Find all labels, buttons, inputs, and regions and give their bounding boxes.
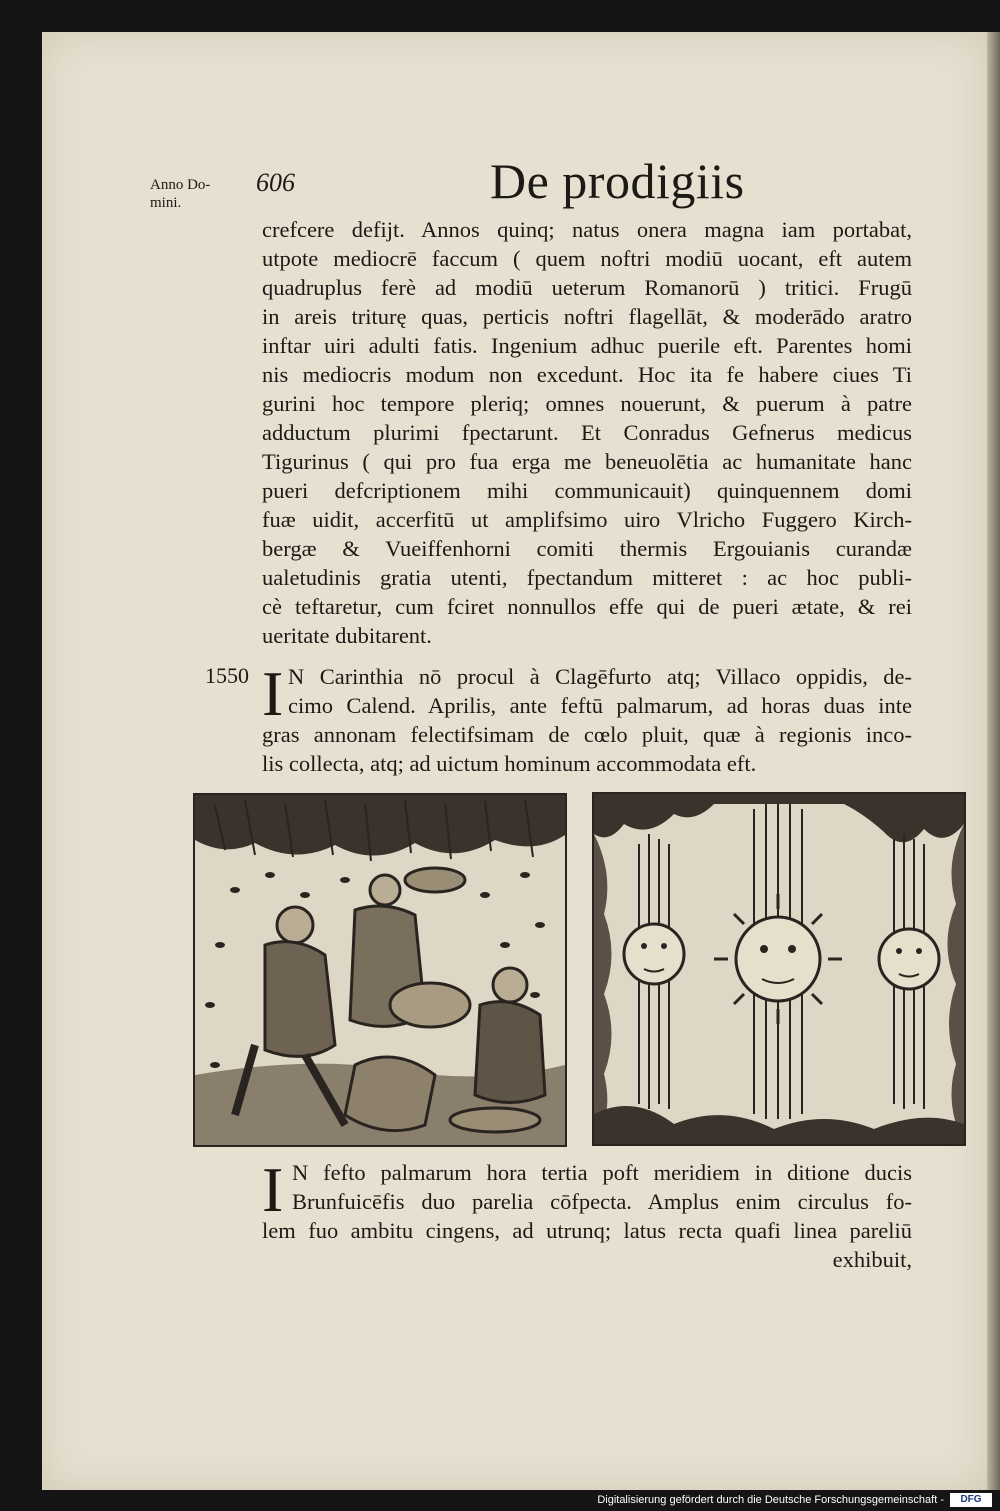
paragraph-continuation [262, 215, 912, 650]
text-line: N Carinthia nō procul à Clagēfurto atq; Villaco oppidis, de- [288, 664, 912, 689]
entry-parelia-text-cont [262, 1216, 912, 1274]
woodcut-three-suns-image [594, 794, 964, 1144]
text-line: gurini hoc tempore pleriq; omnes nouerunt, & puerum à patre [262, 391, 912, 416]
text-line: crefcere defijt. Annos quinq; natus onera magna iam portabat, [262, 217, 912, 242]
text-line: adductum plurimi fpectarunt. Et Conradus Gefnerus medicus [262, 420, 912, 445]
text-line: pueri defcriptionem mihi communicauit) quinquennem domi [262, 478, 912, 503]
year-marker: 1550 [205, 663, 249, 688]
text-line: cè teftaretur, cum fciret nonnullos effe qui de pueri ætate, & rei [262, 594, 912, 619]
woodcut-grain-rain [193, 793, 567, 1147]
text-line: bergæ & Vueiffenhorni comiti thermis Ergouianis curandæ [262, 536, 912, 561]
drop-initial: I [262, 658, 284, 729]
entry-parelia-text [292, 1158, 912, 1216]
text-line: cimo Calend. Aprilis, ante feftū palmarum, ad horas duas inte [288, 693, 912, 718]
funding-credit: Digitalisierung gefördert durch die Deutsche Forschungsgemeinschaft - [597, 1494, 944, 1506]
entry-1550-text-cont [262, 720, 912, 778]
text-line: lis collecta, atq; ad uictum hominum accommodata eft. [262, 751, 757, 776]
text-line: Brunfuicēfis duo parelia cōfpecta. Amplus enim circulus fo- [292, 1189, 912, 1214]
text-line: inftar uiri adulti fatis. Ingenium adhuc puerile eft. Parentes homi [262, 333, 912, 358]
text-line: Tigurinus ( qui pro fua erga me beneuolētia ac humanitate hanc [262, 449, 912, 474]
text-line: lem fuo ambitu cingens, ad utrunq; latus recta quafi linea pareliū [262, 1218, 912, 1243]
text-line: ualetudinis gratia utenti, fpectandum mitteret : ac hoc publi- [262, 565, 912, 590]
catchword: exhibuit, [832, 1247, 912, 1272]
text-line: gras annonam felectifsimam de cœlo pluit, quæ à regionis inco- [262, 722, 912, 747]
text-line: utpote mediocrē faccum ( quem noftri modiū uocant, eft autem [262, 246, 912, 271]
drop-initial: I [262, 1154, 284, 1225]
woodcut-three-suns [592, 792, 966, 1146]
text-line: fuæ uidit, accerfitū ut amplifsimo uiro Vlricho Fuggero Kirch- [262, 507, 912, 532]
running-head: De prodigiis [490, 153, 745, 209]
text-line: in areis triturę quas, perticis noftri flagellāt, & moderādo aratro [262, 304, 912, 329]
folio-number: 606 [256, 168, 295, 197]
margin-note: Anno Do- mini. [150, 177, 211, 211]
text-line: ueritate dubitarent. [262, 623, 432, 648]
text-line: nis mediocris modum non excedunt. Hoc ita fe habere ciues Ti [262, 362, 912, 387]
page-edge [987, 32, 1000, 1490]
text-line: quadruplus ferè ad modiū ueterum Romanorū ) tritici. Frugū [262, 275, 912, 300]
entry-1550-text [288, 662, 912, 720]
text-line: N fefto palmarum hora tertia poft meridiem in ditione ducis [292, 1160, 912, 1185]
footer-bar [42, 1490, 1000, 1511]
woodcut-grain-rain-image [195, 795, 565, 1145]
dfg-logo-icon: DFG [950, 1493, 992, 1507]
